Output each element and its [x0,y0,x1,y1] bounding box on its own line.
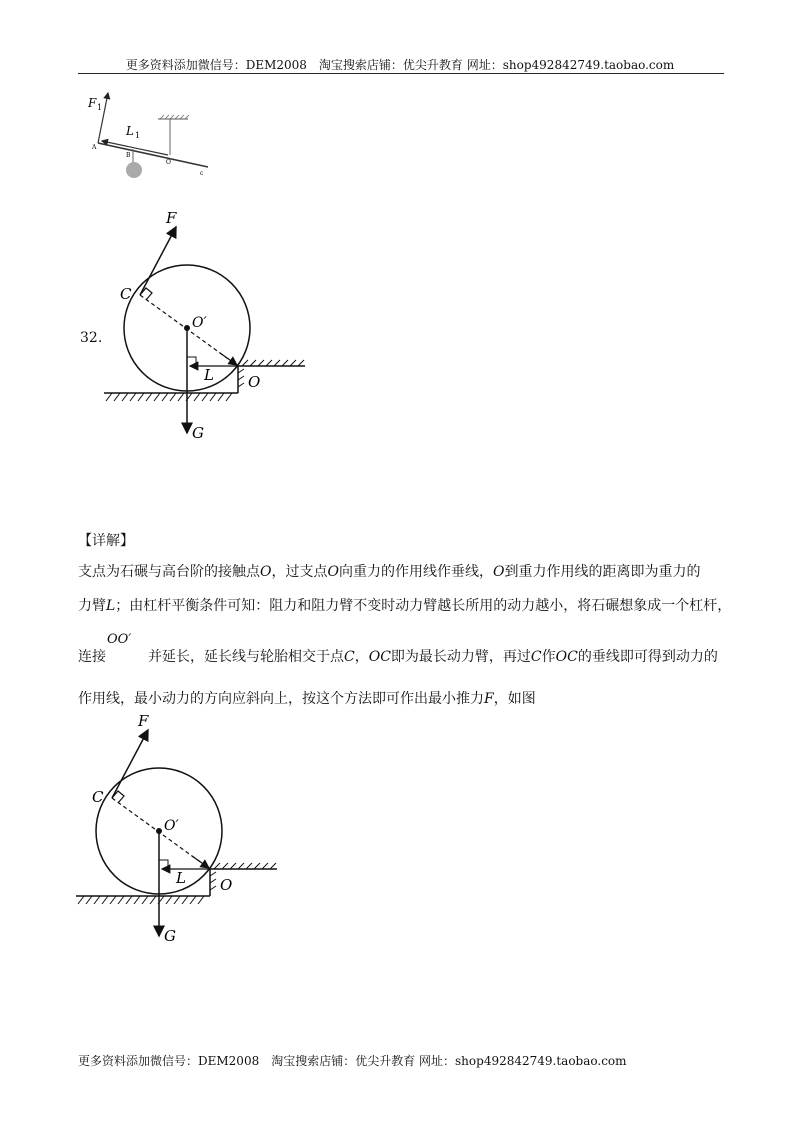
force-f1-arrow [98,93,108,143]
point-o-label: O [166,159,171,166]
arm-label: L [204,366,214,384]
force-label: F [138,712,149,730]
center-label: O′ [192,315,207,331]
force-label: F [166,209,177,227]
question-number: 32. [80,330,103,346]
f1-label: F [88,96,97,110]
explanation-line-2: 力臂L；由杠杆平衡条件可知：阻力和阻力臂不变时动力臂越长所用的动力越小，将石碾想象成一个杠杆， [78,598,732,614]
point-b-label: B [126,152,131,159]
arm-l1-arrow [102,141,168,155]
force-f-arrow [112,730,148,798]
point-c-label: C [92,788,104,806]
explanation-line-1: 支点为石碾与高台阶的接触点O，过支点O向重力的作用线作垂线，O到重力作用线的距离即为重力的 [78,564,701,580]
arm-label: L [176,869,186,887]
pivot-label: O [220,876,233,894]
page-footer: 更多资料添加微信号：DEM2008 淘宝搜索店铺：优尖升教育 网址：shop492842749.taobao.com [78,1054,627,1068]
explanation-title: 【详解】 [78,533,134,549]
point-end-label: c [200,170,204,177]
lever-figure [80,85,220,185]
lever-bar [98,143,208,167]
pivot-label: O [248,373,261,391]
gravity-label: G [192,424,204,442]
svg-text:1: 1 [135,131,141,140]
point-c-label: C [120,285,132,303]
header-divider [78,73,724,74]
center-label: O′ [164,818,179,834]
explanation-line-4: 作用线，最小动力的方向应斜向上，按这个方法即可作出最小推力F，如图 [78,691,536,707]
page-header: 更多资料添加微信号：DEM2008 淘宝搜索店铺：优尖升教育 网址：shop492842749.taobao.com [125,58,675,72]
roller-figure-question [100,205,320,445]
explanation-line-3: 连接 并延长，延长线与轮胎相交于点C，OC即为最长动力臂，再过C作OC的垂线即可得到动力的 [78,649,718,665]
gravity-label: G [164,927,176,945]
l1-label: L [126,124,134,138]
point-a-label: A [92,144,97,151]
formula-oo-prime: OO′ [107,632,132,647]
svg-text:1: 1 [97,103,103,112]
force-f-arrow [140,227,176,295]
hanging-weight [126,162,142,178]
roller-figure-answer [72,708,292,948]
